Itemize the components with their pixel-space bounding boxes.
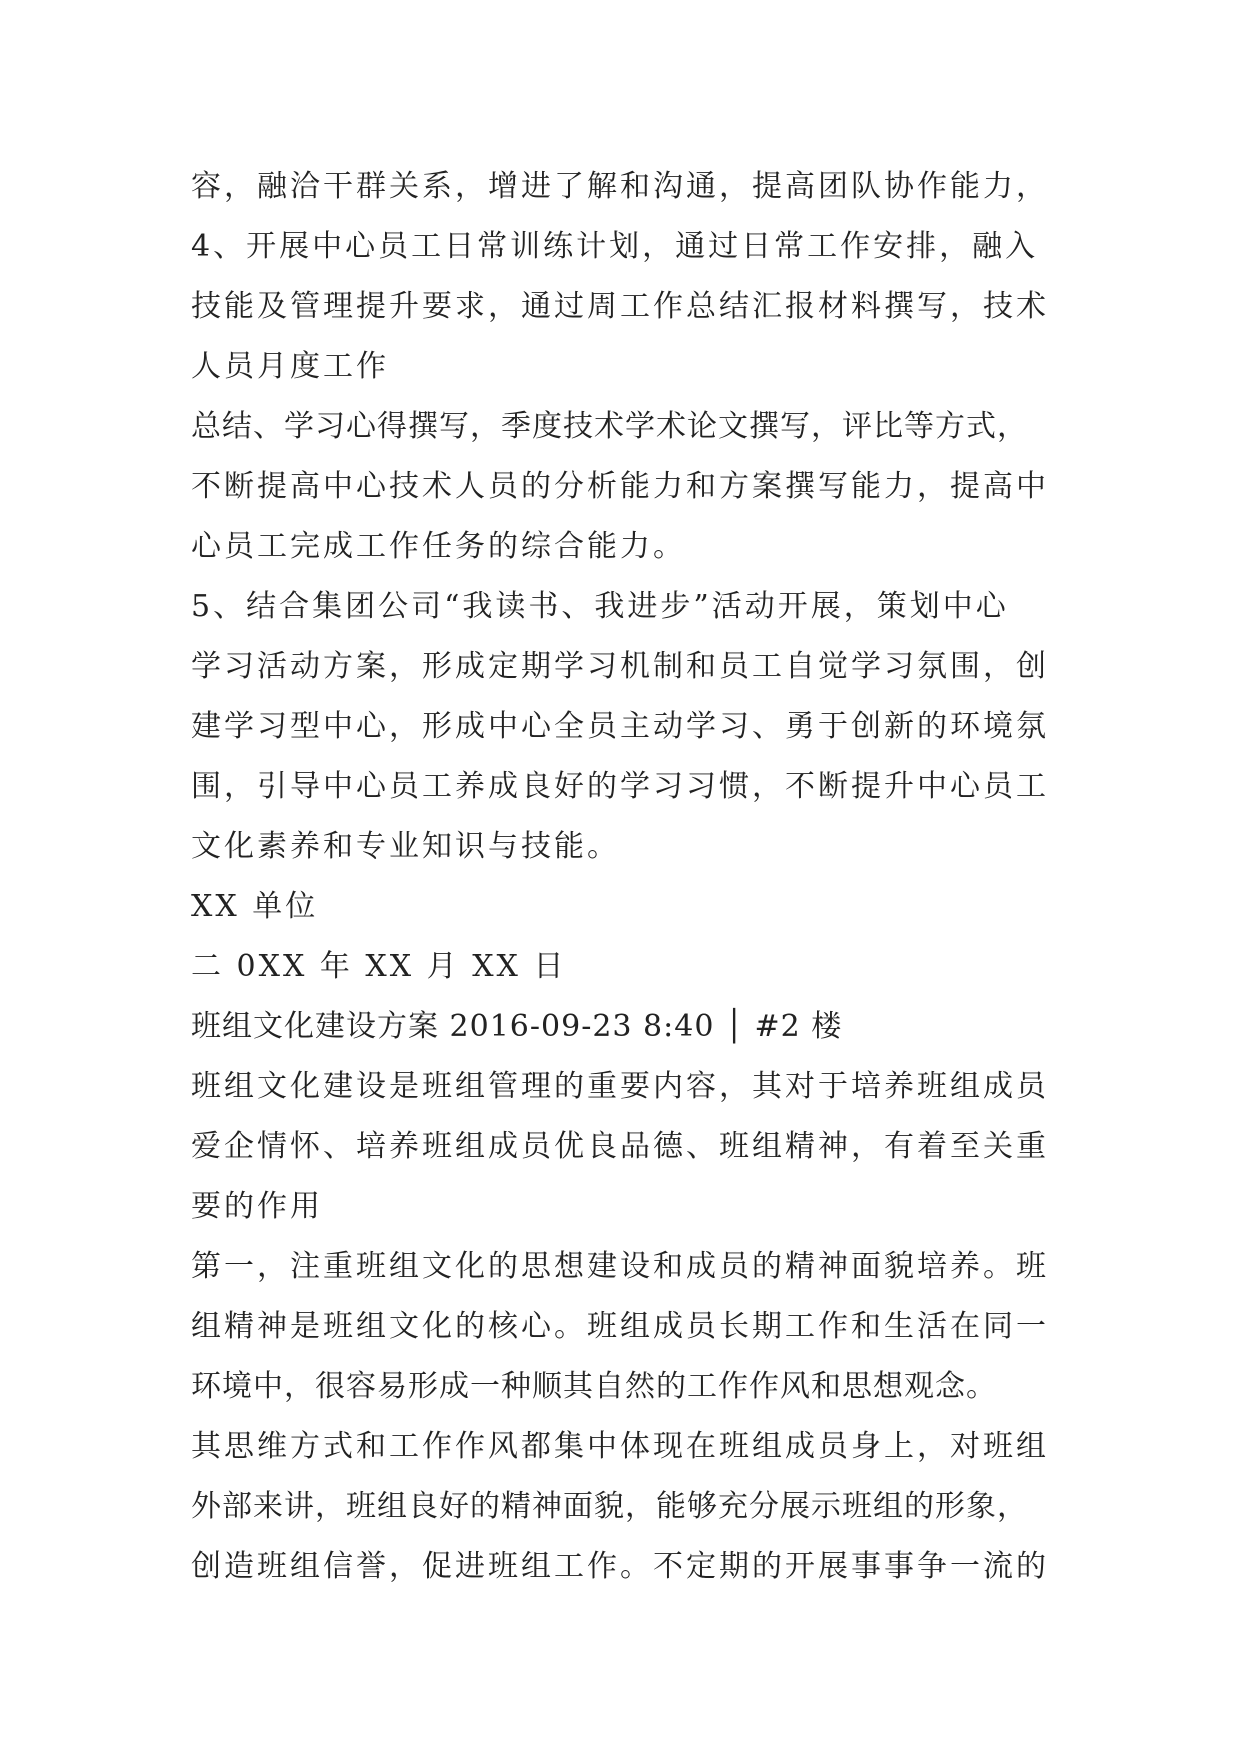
text-line: 外部来讲，班组良好的精神面貌，能够充分展示班组的形象，: [191, 1489, 1028, 1524]
text-line: 5、结合集团公司“我读书、我进步”活动开展，策划中心: [191, 589, 1009, 624]
text-line: 班组文化建设是班组管理的重要内容，其对于培养班组成员: [191, 1069, 1049, 1104]
text-line: 心员工完成工作任务的综合能力。: [191, 529, 686, 564]
text-line: 人员月度工作: [191, 349, 389, 384]
post-header: 班组文化建设方案 2016-09-23 8:40 │ #2 楼: [191, 1009, 843, 1044]
text-line: 围，引导中心员工养成良好的学习习惯，不断提升中心员工: [191, 769, 1049, 804]
text-line: 组精神是班组文化的核心。班组成员长期工作和生活在同一: [191, 1309, 1049, 1344]
document-body: [191, 157, 1071, 1597]
text-line: 容，融洽干群关系，增进了解和沟通，提高团队协作能力，: [191, 169, 1049, 204]
text-line: 4、开展中心员工日常训练计划，通过日常工作安排，融入: [191, 229, 1039, 264]
text-line: 技能及管理提升要求，通过周工作总结汇报材料撰写，技术: [191, 289, 1049, 324]
signature-unit: XX 单位: [191, 889, 319, 924]
text-line: 其思维方式和工作作风都集中体现在班组成员身上，对班组: [191, 1429, 1049, 1464]
text-line: 环境中，很容易形成一种顺其自然的工作作风和思想观念。: [191, 1369, 997, 1404]
text-line: 总结、学习心得撰写，季度技术学术论文撰写，评比等方式，: [191, 409, 1028, 444]
text-line: 爱企情怀、培养班组成员优良品德、班组精神，有着至关重: [191, 1129, 1049, 1164]
text-line: 文化素养和专业知识与技能。: [191, 829, 620, 864]
text-line: 学习活动方案，形成定期学习机制和员工自觉学习氛围，创: [191, 649, 1049, 684]
text-line: 不断提高中心技术人员的分析能力和方案撰写能力，提高中: [191, 469, 1049, 504]
text-line: 创造班组信誉，促进班组工作。不定期的开展事事争一流的: [191, 1549, 1049, 1584]
text-line: 第一，注重班组文化的思想建设和成员的精神面貌培养。班: [191, 1249, 1049, 1284]
text-line: 建学习型中心，形成中心全员主动学习、勇于创新的环境氛: [191, 709, 1049, 744]
signature-date: 二 0XX 年 XX 月 XX 日: [191, 949, 567, 984]
text-line: 要的作用: [191, 1189, 323, 1224]
